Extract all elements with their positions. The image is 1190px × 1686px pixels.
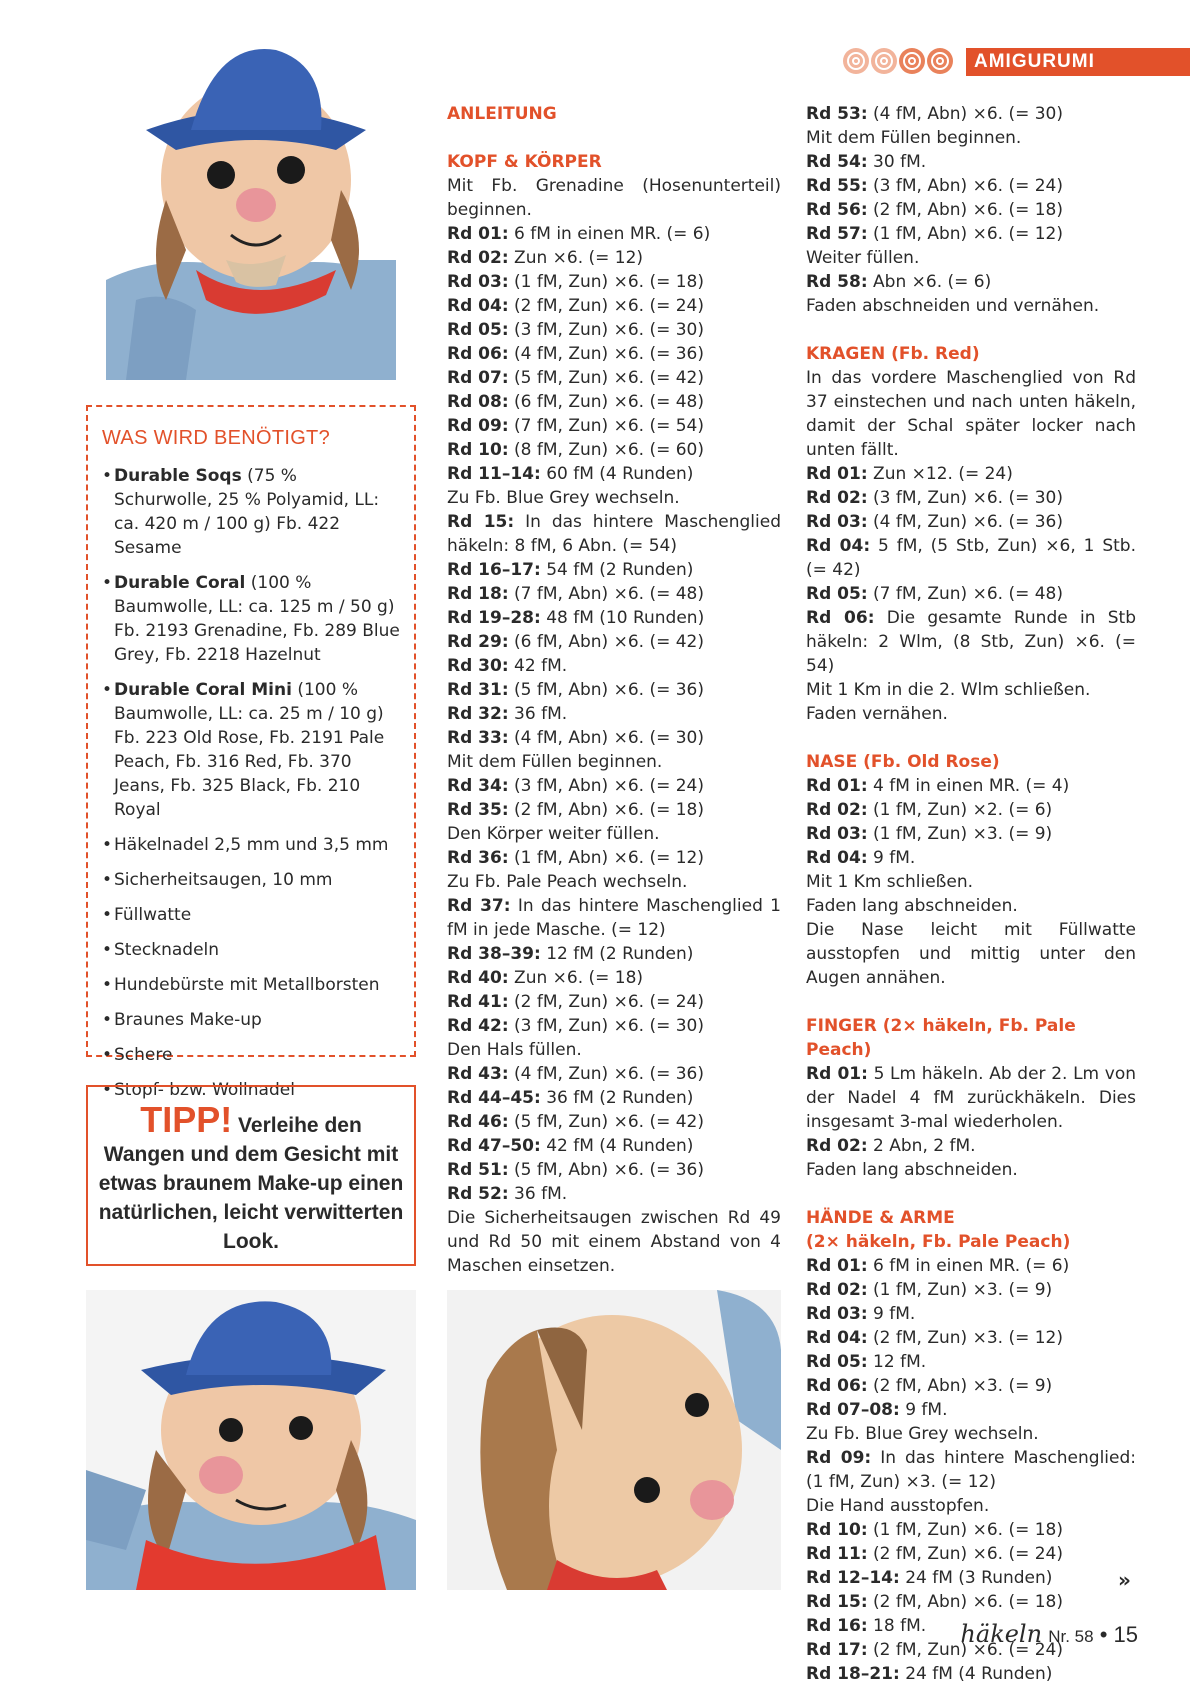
round-instruction [806, 846, 1136, 870]
round-text: 9 fM. [899, 1400, 948, 1420]
round-text: (4 fM, Zun) ×6. (= 36) [867, 512, 1063, 532]
round-instruction [806, 1398, 1136, 1422]
round-label: Rd 38–39: [447, 944, 541, 964]
round-text: Zun ×12. (= 24) [867, 464, 1013, 484]
round-instruction [447, 1158, 781, 1182]
round-text: 30 fM. [867, 152, 927, 172]
instruction-text: Den Hals füllen. [447, 1040, 582, 1060]
round-label: Rd 36: [447, 848, 509, 868]
round-instruction [806, 486, 1136, 510]
round-text: (1 fM, Zun) ×2. (= 6) [867, 800, 1053, 820]
materials-item [102, 571, 400, 667]
materials-box [86, 405, 416, 1100]
round-label: Rd 06: [806, 608, 875, 628]
spiral-icon [843, 48, 869, 74]
round-text: (3 fM, Abn) ×6. (= 24) [508, 776, 704, 796]
round-label: Rd 01: [806, 1064, 868, 1084]
materials-item-text: (75 % Schurwolle, 25 % Polyamid, LL: ca. 420 m / 100 g) Fb. 422 Sesame [114, 466, 380, 558]
round-label: Rd 31: [447, 680, 509, 700]
round-instruction [806, 1446, 1136, 1494]
round-instruction [447, 222, 781, 246]
round-label: Rd 43: [447, 1064, 509, 1084]
round-text: 12 fM. [867, 1352, 927, 1372]
round-label: Rd 06: [447, 344, 509, 364]
round-instruction [806, 462, 1136, 486]
round-label: Rd 32: [447, 704, 509, 724]
round-text: 48 fM (10 Runden) [540, 608, 705, 628]
instruction-text: Zu Fb. Pale Peach wechseln. [447, 872, 688, 892]
issue-number: Nr. 58 [1048, 1627, 1094, 1646]
round-instruction [806, 1374, 1136, 1398]
round-text: 42 fM (4 Runden) [540, 1136, 694, 1156]
tip-box [86, 1085, 416, 1266]
round-text: (4 fM, Abn) ×6. (= 30) [867, 104, 1063, 124]
round-label: Rd 08: [447, 392, 509, 412]
round-text: (2 fM, Abn) ×6. (= 18) [508, 800, 704, 820]
round-text: 36 fM. [508, 1184, 568, 1204]
round-label: Rd 35: [447, 800, 509, 820]
scarecrow-photo-top [106, 20, 396, 380]
section-heading: ANLEITUNG [447, 104, 557, 124]
round-label: Rd 19–28: [447, 608, 541, 628]
round-text: 5 Lm häkeln. Ab der 2. Lm von der Nadel 4 fM zurückhäkeln. Dies insgesamt 3-mal wiederholen. [806, 1064, 1137, 1132]
instruction-text: Zu Fb. Blue Grey wechseln. [447, 488, 680, 508]
round-text: 9 fM. [867, 1304, 916, 1324]
round-instruction [806, 198, 1136, 222]
round-label: Rd 37: [447, 896, 511, 916]
round-text: (5 fM, Abn) ×6. (= 36) [508, 1160, 704, 1180]
round-text: 24 fM (4 Runden) [899, 1664, 1053, 1684]
round-text: 6 fM in einen MR. (= 6) [508, 224, 711, 244]
section-heading: HÄNDE & ARME [806, 1208, 955, 1228]
round-label: Rd 12–14: [806, 1568, 900, 1588]
round-instruction [447, 678, 781, 702]
round-instruction [806, 270, 1136, 294]
materials-item-text: (100 % Baumwolle, LL: ca. 125 m / 50 g) Fb. 2193 Grenadine, Fb. 289 Blue Grey, Fb. 2218 Hazelnut [114, 573, 400, 665]
round-text: (5 fM, Zun) ×6. (= 42) [508, 368, 704, 388]
round-text: 12 fM (2 Runden) [540, 944, 694, 964]
materials-item-text: Stecknadeln [114, 940, 220, 960]
instruction-text: Zu Fb. Blue Grey wechseln. [806, 1424, 1039, 1444]
materials-item-text: Schere [114, 1045, 173, 1065]
round-instruction [447, 966, 781, 990]
round-label: Rd 41: [447, 992, 509, 1012]
page-number: 15 [1113, 1622, 1138, 1647]
round-text: (6 fM, Abn) ×6. (= 42) [508, 632, 704, 652]
round-label: Rd 44–45: [447, 1088, 541, 1108]
round-label: Rd 01: [806, 776, 868, 796]
round-text: (7 fM, Zun) ×6. (= 54) [508, 416, 704, 436]
materials-item-text: Sicherheitsaugen, 10 mm [114, 870, 333, 890]
instruction-text: Mit Fb. Grenadine (Hosenunterteil) beginnen. [447, 176, 781, 220]
round-instruction [447, 990, 781, 1014]
round-instruction [806, 1302, 1136, 1326]
round-instruction [447, 654, 781, 678]
round-instruction [806, 1254, 1136, 1278]
round-text: (3 fM, Zun) ×6. (= 30) [867, 488, 1063, 508]
round-label: Rd 02: [447, 248, 509, 268]
round-instruction [447, 246, 781, 270]
round-instruction [806, 534, 1136, 582]
round-text: 54 fM (2 Runden) [540, 560, 694, 580]
round-instruction [806, 1062, 1136, 1134]
round-label: Rd 10: [447, 440, 509, 460]
round-label: Rd 03: [447, 272, 509, 292]
materials-item-text: (100 % Baumwolle, LL: ca. 25 m / 10 g) Fb. 223 Old Rose, Fb. 2191 Pale Peach, Fb. 316 Red, Fb. 370 Jeans, Fb. 325 Black, Fb. 210 Royal [114, 680, 385, 820]
round-label: Rd 07–08: [806, 1400, 900, 1420]
materials-item [102, 973, 400, 997]
materials-item-text: Häkelnadel 2,5 mm und 3,5 mm [114, 835, 389, 855]
instruction-text: Die Nase leicht mit Füllwatte ausstopfen und mittig unter den Augen annähen. [806, 920, 1136, 988]
instruction-text: In das vordere Maschenglied von Rd 37 einstechen und nach unten häkeln, damit der Schal später locker nach unten fällt. [806, 368, 1136, 460]
materials-item-name: Durable Soqs [114, 466, 242, 486]
round-text: (2 fM, Zun) ×6. (= 24) [867, 1544, 1063, 1564]
materials-title: WAS WIRD BENÖTIGT? [102, 427, 330, 449]
scarecrow-head-closeup-photo [447, 1290, 781, 1590]
materials-item-name: Durable Coral Mini [114, 680, 292, 700]
spiral-icon [871, 48, 897, 74]
round-label: Rd 17: [806, 1640, 868, 1660]
round-label: Rd 01: [447, 224, 509, 244]
round-instruction [806, 822, 1136, 846]
round-text: 6 fM in einen MR. (= 6) [867, 1256, 1070, 1276]
round-text: (8 fM, Zun) ×6. (= 60) [508, 440, 704, 460]
tip-heading: TIPP! [140, 1099, 233, 1140]
round-text: (7 fM, Abn) ×6. (= 48) [508, 584, 704, 604]
instruction-text: Mit 1 Km schließen. [806, 872, 974, 892]
round-instruction [447, 630, 781, 654]
round-instruction [447, 558, 781, 582]
materials-item-text: Hundebürste mit Metallborsten [114, 975, 380, 995]
page-footer [960, 1620, 1138, 1648]
round-label: Rd 46: [447, 1112, 509, 1132]
round-label: Rd 09: [806, 1448, 872, 1468]
round-label: Rd 56: [806, 200, 868, 220]
yarn-spiral-icons [843, 48, 953, 76]
round-instruction [447, 270, 781, 294]
round-text: In das hintere Maschenglied häkeln: 8 fM, 6 Abn. (= 54) [447, 512, 781, 556]
round-text: 60 fM (4 Runden) [540, 464, 694, 484]
round-label: Rd 04: [447, 296, 509, 316]
round-label: Rd 57: [806, 224, 868, 244]
round-text: (1 fM, Zun) ×3. (= 9) [867, 1280, 1053, 1300]
materials-item [102, 868, 400, 892]
round-instruction [447, 774, 781, 798]
round-label: Rd 51: [447, 1160, 509, 1180]
round-text: (6 fM, Zun) ×6. (= 48) [508, 392, 704, 412]
round-instruction [447, 510, 781, 558]
round-instruction [447, 366, 781, 390]
round-label: Rd 03: [806, 1304, 868, 1324]
round-text: (4 fM, Zun) ×6. (= 36) [508, 344, 704, 364]
round-instruction [806, 1566, 1136, 1590]
round-text: (7 fM, Zun) ×6. (= 48) [867, 584, 1063, 604]
section-heading: KRAGEN (Fb. Red) [806, 344, 980, 364]
round-text: (1 fM, Abn) ×6. (= 12) [867, 224, 1063, 244]
round-text: In das hintere Maschenglied 1 fM in jede Masche. (= 12) [447, 896, 781, 940]
scarecrow-photo-bottom-left [86, 1290, 416, 1590]
section-heading: NASE (Fb. Old Rose) [806, 752, 1000, 772]
instruction-text: Mit dem Füllen beginnen. [806, 128, 1022, 148]
round-text: 9 fM. [867, 848, 916, 868]
round-text: (1 fM, Zun) ×6. (= 18) [867, 1520, 1063, 1540]
round-text: (4 fM, Zun) ×6. (= 36) [508, 1064, 704, 1084]
round-label: Rd 01: [806, 1256, 868, 1276]
round-instruction [447, 342, 781, 366]
instruction-text: Die Hand ausstopfen. [806, 1496, 990, 1516]
round-label: Rd 04: [806, 1328, 868, 1348]
round-instruction [447, 726, 781, 750]
round-text: (3 fM, Zun) ×6. (= 30) [508, 320, 704, 340]
round-text: (1 fM, Zun) ×6. (= 18) [508, 272, 704, 292]
instruction-text: Den Körper weiter füllen. [447, 824, 660, 844]
materials-item [102, 678, 400, 822]
round-text: (1 fM, Abn) ×6. (= 12) [508, 848, 704, 868]
materials-list [102, 464, 400, 1102]
instruction-text: Faden lang abschneiden. [806, 896, 1018, 916]
round-label: Rd 02: [806, 488, 868, 508]
round-label: Rd 16: [806, 1616, 868, 1636]
round-label: Rd 06: [806, 1376, 868, 1396]
round-instruction [806, 1542, 1136, 1566]
round-text: Die gesamte Runde in Stb häkeln: 2 Wlm, (8 Stb, Zun) ×6. (= 54) [806, 608, 1136, 676]
round-instruction [447, 846, 781, 870]
instruction-text: Faden abschneiden und vernähen. [806, 296, 1100, 316]
round-text: Abn ×6. (= 6) [867, 272, 992, 292]
round-instruction [447, 1182, 781, 1206]
round-label: Rd 09: [447, 416, 509, 436]
round-instruction [806, 1278, 1136, 1302]
round-instruction [447, 1086, 781, 1110]
round-instruction [806, 1518, 1136, 1542]
round-instruction [806, 510, 1136, 534]
round-text: (3 fM, Zun) ×6. (= 30) [508, 1016, 704, 1036]
round-label: Rd 40: [447, 968, 509, 988]
round-instruction [447, 582, 781, 606]
magazine-name: häkeln [960, 1620, 1043, 1648]
round-text: (2 fM, Zun) ×3. (= 12) [867, 1328, 1063, 1348]
section-heading: (2× häkeln, Fb. Pale Peach) [806, 1232, 1071, 1252]
spiral-icon [899, 48, 925, 74]
round-instruction [806, 174, 1136, 198]
instruction-text: Mit 1 Km in die 2. Wlm schließen. [806, 680, 1091, 700]
round-label: Rd 29: [447, 632, 509, 652]
round-text: (2 fM, Abn) ×6. (= 18) [867, 1592, 1063, 1612]
round-instruction [806, 150, 1136, 174]
round-text: (1 fM, Zun) ×3. (= 9) [867, 824, 1053, 844]
section-heading: KOPF & KÖRPER [447, 152, 602, 172]
round-text: Zun ×6. (= 18) [508, 968, 644, 988]
instructions-column-1 [447, 102, 781, 1278]
round-label: Rd 02: [806, 1136, 868, 1156]
round-instruction [806, 582, 1136, 606]
round-label: Rd 42: [447, 1016, 509, 1036]
round-instruction [806, 1326, 1136, 1350]
round-instruction [806, 798, 1136, 822]
round-label: Rd 01: [806, 464, 868, 484]
continue-marker: » [1118, 1568, 1131, 1592]
round-label: Rd 15: [806, 1592, 868, 1612]
round-text: (2 fM, Zun) ×6. (= 24) [508, 296, 704, 316]
round-label: Rd 04: [806, 848, 868, 868]
round-instruction [447, 462, 781, 486]
round-instruction [806, 102, 1136, 126]
materials-item-text: Braunes Make-up [114, 1010, 262, 1030]
materials-item [102, 1043, 400, 1067]
round-label: Rd 10: [806, 1520, 868, 1540]
round-text: Zun ×6. (= 12) [508, 248, 644, 268]
round-instruction [447, 1062, 781, 1086]
round-text: (3 fM, Abn) ×6. (= 24) [867, 176, 1063, 196]
instruction-text: Mit dem Füllen beginnen. [447, 752, 663, 772]
round-text: In das hintere Maschenglied: (1 fM, Zun) ×3. (= 12) [806, 1448, 1136, 1492]
round-label: Rd 02: [806, 1280, 868, 1300]
round-label: Rd 11: [806, 1544, 868, 1564]
round-text: 2 Abn, 2 fM. [867, 1136, 976, 1156]
round-label: Rd 53: [806, 104, 868, 124]
section-tag: AMIGURUMI [966, 48, 1190, 76]
materials-item [102, 1008, 400, 1032]
round-instruction [447, 798, 781, 822]
materials-item-name: Durable Coral [114, 573, 246, 593]
round-instruction [806, 1134, 1136, 1158]
materials-item [102, 833, 400, 857]
round-label: Rd 30: [447, 656, 509, 676]
instruction-text: Faden vernähen. [806, 704, 948, 724]
round-text: 42 fM. [508, 656, 568, 676]
round-instruction [447, 318, 781, 342]
round-text: (2 fM, Zun) ×6. (= 24) [508, 992, 704, 1012]
round-label: Rd 34: [447, 776, 509, 796]
round-label: Rd 52: [447, 1184, 509, 1204]
round-instruction [806, 774, 1136, 798]
round-text: 36 fM (2 Runden) [540, 1088, 694, 1108]
materials-item-text: Stopf- bzw. Wollnadel [114, 1080, 295, 1100]
round-instruction [447, 942, 781, 966]
round-instruction [806, 1662, 1136, 1686]
round-instruction [806, 1350, 1136, 1374]
round-instruction [447, 894, 781, 942]
instruction-text: Die Sicherheitsaugen zwischen Rd 49 und Rd 50 mit einem Abstand von 4 Maschen einsetzen. [447, 1208, 781, 1276]
round-instruction [447, 1134, 781, 1158]
materials-item-text: Füllwatte [114, 905, 192, 925]
round-text: (2 fM, Zun) ×6. (= 24) [867, 1640, 1063, 1660]
instruction-text: Weiter füllen. [806, 248, 920, 268]
round-text: 24 fM (3 Runden) [899, 1568, 1053, 1588]
round-text: (2 fM, Abn) ×3. (= 9) [867, 1376, 1053, 1396]
round-instruction [447, 1110, 781, 1134]
round-text: 5 fM, (5 Stb, Zun) ×6, 1 Stb. (= 42) [806, 536, 1136, 580]
instructions-column-2 [806, 102, 1136, 1686]
round-label: Rd 03: [806, 824, 868, 844]
round-instruction [447, 702, 781, 726]
round-instruction [447, 438, 781, 462]
round-label: Rd 05: [806, 1352, 868, 1372]
materials-item [102, 938, 400, 962]
round-label: Rd 16–17: [447, 560, 541, 580]
round-text: (2 fM, Abn) ×6. (= 18) [867, 200, 1063, 220]
round-label: Rd 05: [806, 584, 868, 604]
round-instruction [447, 1014, 781, 1038]
round-label: Rd 15: [447, 512, 515, 532]
round-label: Rd 47–50: [447, 1136, 541, 1156]
round-instruction [447, 390, 781, 414]
round-label: Rd 07: [447, 368, 509, 388]
round-text: (5 fM, Abn) ×6. (= 36) [508, 680, 704, 700]
round-label: Rd 58: [806, 272, 868, 292]
round-label: Rd 02: [806, 800, 868, 820]
round-label: Rd 03: [806, 512, 868, 532]
round-label: Rd 18: [447, 584, 509, 604]
round-label: Rd 54: [806, 152, 868, 172]
round-label: Rd 05: [447, 320, 509, 340]
footer-bullet: • [1099, 1622, 1108, 1647]
round-instruction [447, 294, 781, 318]
round-label: Rd 33: [447, 728, 509, 748]
round-instruction [806, 606, 1136, 678]
round-text: 18 fM. [867, 1616, 927, 1636]
section-heading: FINGER (2× häkeln, Fb. Pale Peach) [806, 1016, 1076, 1060]
round-instruction [447, 414, 781, 438]
round-label: Rd 18–21: [806, 1664, 900, 1684]
round-instruction [806, 222, 1136, 246]
materials-item [102, 464, 400, 560]
round-text: 4 fM in einen MR. (= 4) [867, 776, 1070, 796]
round-label: Rd 55: [806, 176, 868, 196]
round-label: Rd 11–14: [447, 464, 541, 484]
instruction-text: Faden lang abschneiden. [806, 1160, 1018, 1180]
round-text: (4 fM, Abn) ×6. (= 30) [508, 728, 704, 748]
tip-text [98, 1099, 404, 1256]
round-text: 36 fM. [508, 704, 568, 724]
round-label: Rd 04: [806, 536, 871, 556]
round-instruction [447, 606, 781, 630]
materials-item [102, 903, 400, 927]
tip-body: Verleihe den Wangen und dem Gesicht mit etwas braunem Make-up einen natürlichen, leicht verwitterten Look. [98, 1114, 404, 1253]
round-instruction [806, 1590, 1136, 1614]
round-text: (5 fM, Zun) ×6. (= 42) [508, 1112, 704, 1132]
spiral-icon [927, 48, 953, 74]
